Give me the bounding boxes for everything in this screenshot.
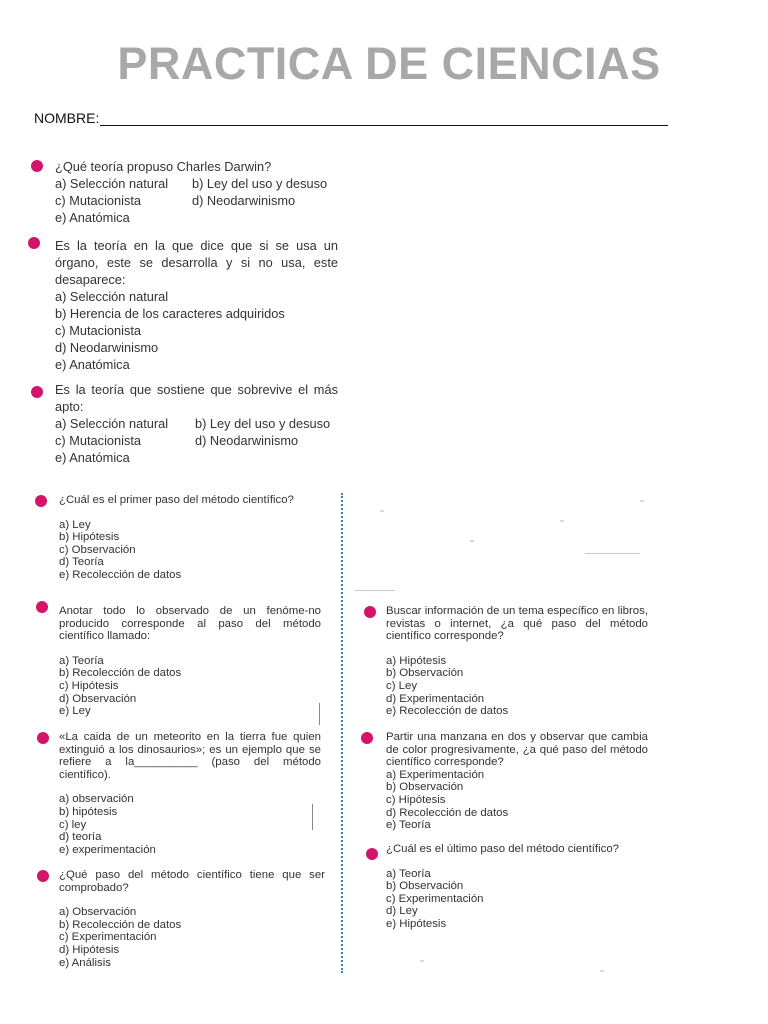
option[interactable]: b) Recolección de datos bbox=[59, 918, 182, 931]
option[interactable]: a) Experimentación bbox=[386, 768, 485, 781]
option[interactable]: e) Anatómica bbox=[55, 450, 130, 465]
option[interactable]: b) Observación bbox=[386, 667, 464, 680]
option[interactable]: c) ley bbox=[59, 818, 87, 831]
option[interactable]: c) Hipótesis bbox=[386, 793, 446, 806]
scan-mark bbox=[355, 590, 395, 591]
bullet-dot bbox=[361, 732, 373, 744]
option[interactable]: d) Neodarwinismo bbox=[192, 193, 296, 208]
bullet-dot bbox=[31, 160, 43, 172]
question-stem: Es la teoría en la que dice que si se usa un órgano, este se desarrolla y si no usa, este desaparece: bbox=[55, 238, 338, 287]
bullet-dot bbox=[36, 601, 48, 613]
option[interactable]: a) Teoría bbox=[386, 867, 431, 880]
scan-mark bbox=[380, 510, 384, 512]
option[interactable]: c) Mutacionista bbox=[55, 323, 142, 338]
question-2 bbox=[55, 237, 338, 373]
option[interactable]: b) Observación bbox=[386, 781, 464, 794]
bullet-dot bbox=[364, 606, 376, 618]
scan-mark bbox=[420, 960, 424, 962]
option[interactable]: b) Recolección de datos bbox=[59, 667, 182, 680]
name-field[interactable] bbox=[34, 110, 668, 126]
question-stem: ¿Qué paso del método científico tiene que ser comprobado? bbox=[59, 869, 325, 894]
question-stem: Partir una manzana en dos y observar que cambia de color progresivamente, ¿a qué paso del método científico corresponde? bbox=[386, 731, 648, 769]
bullet-dot bbox=[37, 870, 49, 882]
question-4 bbox=[59, 494, 321, 582]
scan-mark bbox=[640, 500, 644, 502]
option[interactable]: a) observación bbox=[59, 793, 134, 806]
option[interactable]: b) hipótesis bbox=[59, 805, 118, 818]
scan-mark bbox=[560, 520, 564, 522]
option[interactable]: b) Ley del uso y desuso bbox=[192, 176, 328, 191]
option[interactable]: d) teoría bbox=[59, 831, 102, 844]
question-stem: Buscar información de un tema específico en libros, revistas o internet, ¿a qué paso del método científico corresponde? bbox=[386, 605, 648, 643]
scan-mark bbox=[600, 970, 604, 972]
question-stem: ¿Qué teoría propuso Charles Darwin? bbox=[55, 159, 272, 174]
option[interactable]: e) Hipótesis bbox=[386, 917, 447, 930]
question-stem: «La caida de un meteorito en la tierra fue quien extinguió a los dinosaurios»; es un ejemplo que se refiere a la__________ (paso del método científico). bbox=[59, 731, 321, 781]
question-10 bbox=[386, 843, 648, 931]
option[interactable]: e) Recolección de datos bbox=[59, 568, 182, 581]
option[interactable]: c) Ley bbox=[386, 679, 418, 692]
option[interactable]: a) Hipótesis bbox=[386, 654, 447, 667]
option[interactable]: a) Selección natural bbox=[55, 416, 169, 431]
option[interactable]: a) Observación bbox=[59, 906, 137, 919]
option[interactable]: e) Anatómica bbox=[55, 357, 130, 372]
name-label: NOMBRE: bbox=[34, 110, 100, 126]
option[interactable]: d) Teoría bbox=[59, 556, 104, 569]
option[interactable]: c) Hipótesis bbox=[59, 679, 119, 692]
question-7 bbox=[59, 869, 325, 969]
option[interactable]: c) Mutacionista bbox=[55, 193, 142, 208]
question-stem: ¿Cuál es el primer paso del método científico? bbox=[59, 494, 294, 506]
option[interactable]: b) Observación bbox=[386, 880, 464, 893]
option[interactable]: d) Neodarwinismo bbox=[195, 433, 299, 448]
bullet-dot bbox=[366, 848, 378, 860]
option[interactable]: a) Selección natural bbox=[55, 176, 169, 191]
option[interactable]: d) Observación bbox=[59, 692, 137, 705]
question-6 bbox=[59, 731, 321, 856]
option[interactable]: c) Experimentación bbox=[59, 931, 157, 944]
question-stem: Es la teoría que sostiene que sobrevive el más apto: bbox=[55, 382, 338, 414]
question-5 bbox=[59, 605, 321, 718]
question-3 bbox=[55, 381, 338, 466]
option[interactable]: a) Teoría bbox=[59, 654, 104, 667]
question-stem: Anotar todo lo observado de un fenóme-no producido corresponde al paso del método científico llamado: bbox=[59, 605, 321, 643]
option[interactable]: d) Neodarwinismo bbox=[55, 340, 159, 355]
option[interactable]: e) Ley bbox=[59, 705, 91, 718]
bullet-dot bbox=[28, 237, 40, 249]
option[interactable]: e) experimentación bbox=[59, 843, 156, 856]
page-title: PRACTICA DE CIENCIAS bbox=[117, 38, 661, 89]
name-underline bbox=[100, 111, 668, 126]
question-9 bbox=[386, 731, 648, 832]
option[interactable]: c) Observación bbox=[59, 543, 136, 556]
option[interactable]: e) Anatómica bbox=[55, 210, 130, 225]
question-1 bbox=[55, 158, 345, 226]
question-stem: ¿Cuál es el último paso del método científico? bbox=[386, 843, 619, 855]
option[interactable]: b) Herencia de los caracteres adquiridos bbox=[55, 306, 285, 321]
scan-mark bbox=[312, 804, 313, 830]
column-divider bbox=[341, 493, 343, 973]
option[interactable]: d) Recolección de datos bbox=[386, 806, 509, 819]
option[interactable]: b) Ley del uso y desuso bbox=[195, 416, 331, 431]
scan-mark bbox=[470, 540, 474, 542]
option[interactable]: e) Recolección de datos bbox=[386, 705, 509, 718]
option[interactable]: c) Mutacionista bbox=[55, 433, 142, 448]
option[interactable]: d) Hipótesis bbox=[59, 943, 120, 956]
option[interactable]: b) Hipótesis bbox=[59, 531, 120, 544]
option[interactable]: a) Ley bbox=[59, 518, 91, 531]
question-8 bbox=[386, 605, 648, 718]
bullet-dot bbox=[35, 495, 47, 507]
option[interactable]: e) Análisis bbox=[59, 956, 111, 969]
option[interactable]: d) Ley bbox=[386, 905, 418, 918]
scan-mark bbox=[585, 553, 640, 554]
option[interactable]: a) Selección natural bbox=[55, 289, 169, 304]
option[interactable]: c) Experimentación bbox=[386, 892, 484, 905]
option[interactable]: d) Experimentación bbox=[386, 692, 485, 705]
option[interactable]: e) Teoría bbox=[386, 819, 431, 832]
bullet-dot bbox=[37, 732, 49, 744]
bullet-dot bbox=[31, 386, 43, 398]
scan-mark bbox=[319, 703, 320, 725]
